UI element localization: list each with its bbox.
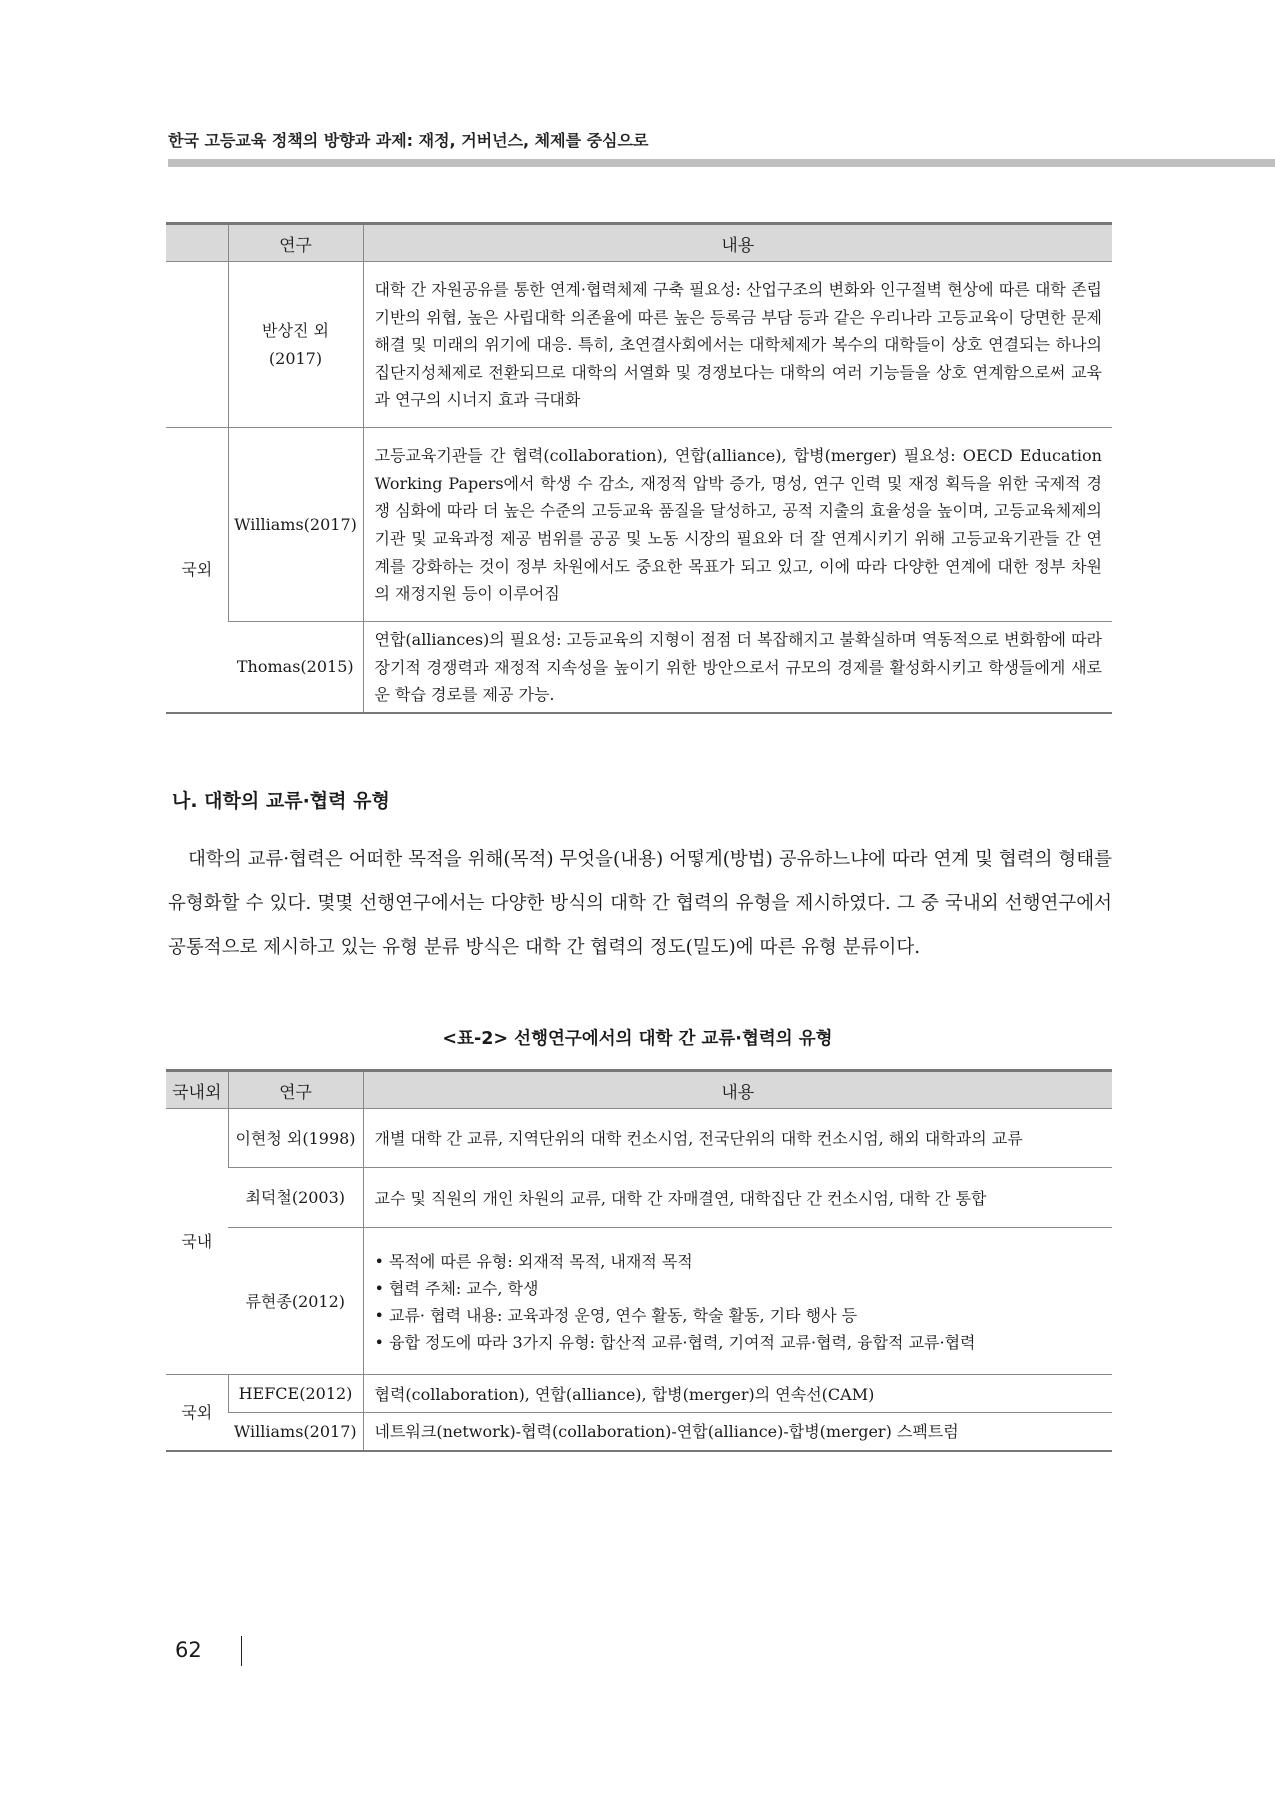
study-cell: 최덕철(2003) — [228, 1168, 363, 1228]
study-cell: HEFCE(2012) — [228, 1375, 363, 1413]
header-cell-study: 연구 — [228, 224, 363, 262]
bullet-list — [375, 1248, 1103, 1356]
study-cell: Williams(2017) — [228, 1413, 363, 1451]
list-item: • 목적에 따른 유형: 외재적 목적, 내재적 목적 — [374, 1251, 693, 1271]
content-cell: 네트워크(network)-협력(collaboration)-연합(alliance)-합병(merger) 스펙트럼 — [363, 1413, 1112, 1451]
group-cell-domestic: 국내 — [166, 1109, 228, 1375]
study-cell: Williams(2017) — [228, 428, 363, 622]
table-row — [166, 1168, 1112, 1228]
list-item: • 협력 주체: 교수, 학생 — [374, 1278, 539, 1298]
content-cell: 개별 대학 간 교류, 지역단위의 대학 컨소시엄, 전국단위의 대학 컨소시엄, 해외 대학과의 교류 — [363, 1109, 1112, 1168]
study-year: (2017) — [268, 348, 323, 368]
header-cell-study: 연구 — [228, 1071, 363, 1109]
content-cell: 협력(collaboration), 연합(alliance), 합병(merger)의 연속선(CAM) — [363, 1375, 1112, 1413]
content-cell: 연합(alliances)의 필요성: 고등교육의 지형이 점점 더 복잡해지고 불확실하며 역동적으로 변화함에 따라 장기적 경쟁력과 재정적 지속성을 높이기 위한 방안으로서 규모의 경제를 활성화시키고 학생들에게 새로운 학습 경로를 제공 가능. — [363, 622, 1112, 713]
study-cell: Thomas(2015) — [228, 622, 363, 713]
table-row — [166, 262, 1112, 428]
research-table-1 — [166, 222, 1112, 714]
table-caption: <표-2> 선행연구에서의 대학 간 교류·협력의 유형 — [442, 1029, 833, 1049]
running-header: 한국 고등교육 정책의 방향과 과제: 재정, 거버넌스, 체제를 중심으로 — [168, 131, 649, 150]
list-item: • 교류· 협력 내용: 교육과정 운영, 연수 활동, 학술 활동, 기타 행사 등 — [374, 1305, 858, 1325]
table-row — [166, 1375, 1112, 1413]
content-cell: 고등교육기관들 간 협력(collaboration), 연합(alliance), 합병(merger) 필요성: OECD Education Working Papers에서 학생 수 감소, 재정적 압박 증가, 명성, 연구 인력 및 재정 획득을 위한 국제적 경쟁 심화에 따라 더 높은 수준의 고등교육 품질을 달성하고, 공적 지출의 효율성을 높이며, 고등교육체제의 기관 및 교육과정 제공 범위를 공공 및 노동 시장의 필요와 더 잘 연계시키기 위해 고등교육기관들 간 연계를 강화하는 것이 정부 차원에서도 중요한 목표가 되고 있고, 이에 따라 다양한 연계에 대한 정부 차원의 재정지원 등이 이루어짐 — [363, 428, 1112, 622]
content-cell-bullets — [363, 1228, 1112, 1375]
header-cell-group — [166, 224, 228, 262]
content-cell: 대학 간 자원공유를 통한 연계·협력체제 구축 필요성: 산업구조의 변화와 인구절벽 현상에 따른 대학 존립기반의 위협, 높은 사립대학 의존율에 따른 높은 등록금 부담 등과 같은 우리나라 고등교육이 당면한 문제 해결 및 미래의 위기에 대응. 특히, 초연결사회에서는 대학체제가 복수의 대학들이 상호 연결되는 하나의 집단지성체제로 전환되므로 대학의 서열화 및 경쟁보다는 대학의 여러 기능들을 상호 연계함으로써 교육과 연구의 시너지 효과 극대화 — [363, 262, 1112, 428]
group-cell-foreign: 국외 — [166, 428, 228, 713]
study-cell: 류현종(2012) — [228, 1228, 363, 1375]
table-header-row — [166, 1071, 1112, 1109]
table-row — [166, 1413, 1112, 1451]
header-cell-content: 내용 — [363, 224, 1112, 262]
table-row — [166, 622, 1112, 713]
research-table-2 — [166, 1069, 1112, 1452]
section-heading: 나. 대학의 교류·협력 유형 — [172, 790, 390, 812]
header-cell-content: 내용 — [363, 1071, 1112, 1109]
group-cell-empty — [166, 262, 228, 428]
table-row — [166, 1109, 1112, 1168]
content-cell: 교수 및 직원의 개인 차원의 교류, 대학 간 자매결연, 대학집단 간 컨소시엄, 대학 간 통합 — [363, 1168, 1112, 1228]
table-row — [166, 428, 1112, 622]
body-paragraph: 대학의 교류·협력은 어떠한 목적을 위해(목적) 무엇을(내용) 어떻게(방법) 공유하느냐에 따라 연계 및 협력의 형태를 유형화할 수 있다. 몇몇 선행연구에서는 다양한 방식의 대학 간 협력의 유형을 제시하였다. 그 중 국내외 선행연구에서 공통적으로 제시하고 있는 유형 분류 방식은 대학 간 협력의 정도(밀도)에 따른 유형 분류이다. — [168, 849, 1112, 958]
list-item: • 융합 정도에 따라 3가지 유형: 합산적 교류·협력, 기여적 교류·협력, 융합적 교류·협력 — [374, 1332, 976, 1352]
table-row — [166, 1228, 1112, 1375]
table-header-row — [166, 224, 1112, 262]
header-rule — [168, 159, 1275, 167]
header-cell-region: 국내외 — [166, 1071, 228, 1109]
study-cell: 이현청 외(1998) — [228, 1109, 363, 1168]
page-number-divider — [241, 1636, 242, 1666]
page-number: 62 — [175, 1638, 202, 1662]
study-cell — [228, 262, 363, 428]
group-cell-foreign: 국외 — [166, 1375, 228, 1451]
study-name: 반상진 외 — [262, 320, 329, 340]
